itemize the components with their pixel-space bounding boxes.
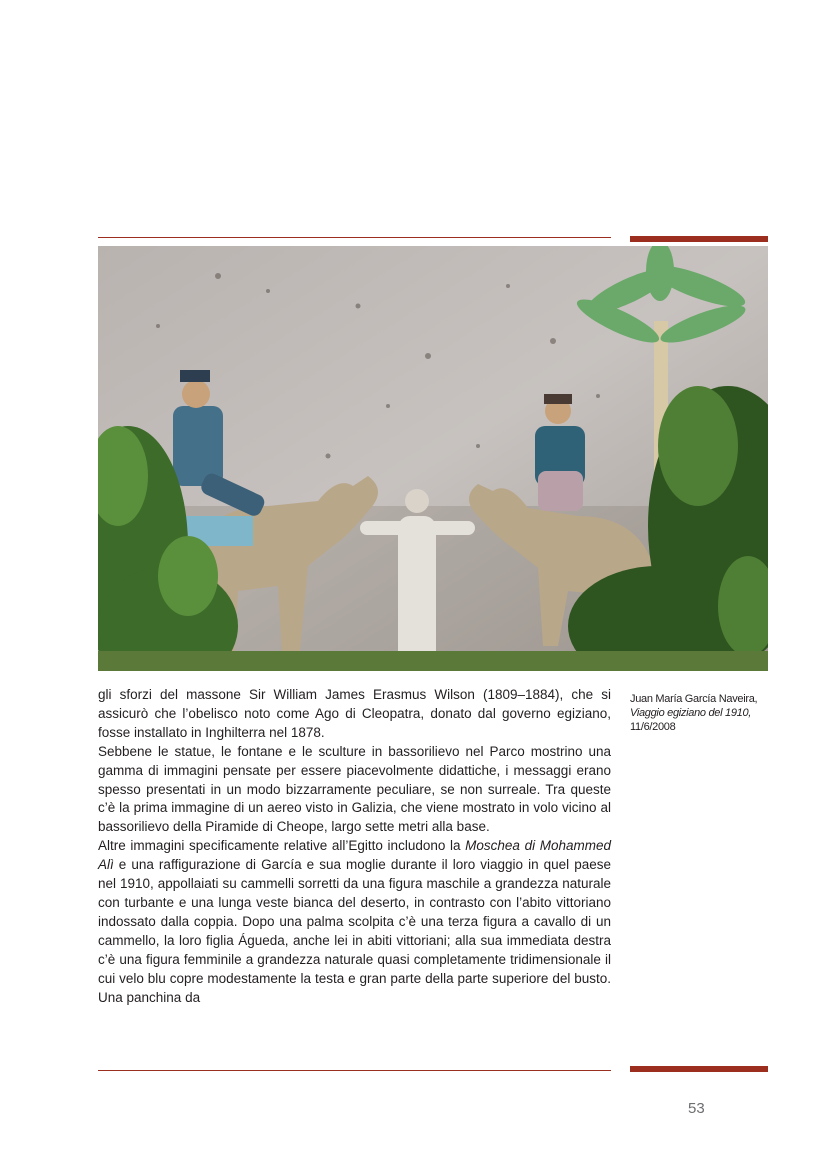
photo-caption <box>630 692 770 734</box>
mosque-title: Moschea di Mohammed Alì <box>98 838 611 873</box>
photo <box>98 246 768 671</box>
caption-title: Viaggio egiziano del 1910, <box>630 707 752 719</box>
paragraph-2: Sebbene le statue, le fontane e le sculture in bassorilievo nel Parco mostrino una gamma di immagini pensate per essere piacevolmente didattiche, i messaggi erano spesso presentati in un modo bizzarramente peculiare, se non surreale. Tra queste c’è la prima immagine di un aereo visto in Galizia, che viene mostrato in volo vicino al bassorilievo della Piramide di Cheope, largo sette metri alla base. <box>98 743 611 835</box>
paragraph-3 <box>98 837 611 1007</box>
top-rule-thick <box>630 236 768 242</box>
paragraph-1: gli sforzi del massone Sir William James Erasmus Wilson (1809–1884), che si assicurò che l’obelisco noto come Ago di Cleopatra, donato dal governo egiziano, fosse installato in Inghilterra nel 1878. <box>98 687 611 740</box>
bottom-rule-thin <box>98 1070 611 1071</box>
paragraph-3-start: Altre immagini specificamente relative all’Egitto includono la <box>98 838 466 854</box>
top-rule-thin <box>98 237 611 238</box>
bottom-rule-thick <box>630 1066 768 1072</box>
page-number: 53 <box>688 1100 705 1117</box>
caption-author: Juan María García Naveira, <box>630 693 758 705</box>
body-text <box>98 686 611 1007</box>
caption-date: 11/6/2008 <box>630 721 676 733</box>
paragraph-3-end: e una raffigurazione di García e sua moglie durante il loro viaggio in quel paese nel 1910, appollaiati su cammelli sorretti da una figura maschile a grandezza naturale con turbante e una lunga veste bianca del deserto, in contrasto con l’abito vittoriano indossato dalla coppia. Dopo una palma scolpita c’è una terza figura a cavallo di un cammello, la loro figlia Águeda, anche lei in abiti vittoriani; alla sua immediata destra c’è una figura femminile a grandezza naturale quasi completamente tridimensionale il cui velo blu copre modestamente la testa e gran parte della parte superiore del busto. Una panchina da <box>98 857 611 1005</box>
